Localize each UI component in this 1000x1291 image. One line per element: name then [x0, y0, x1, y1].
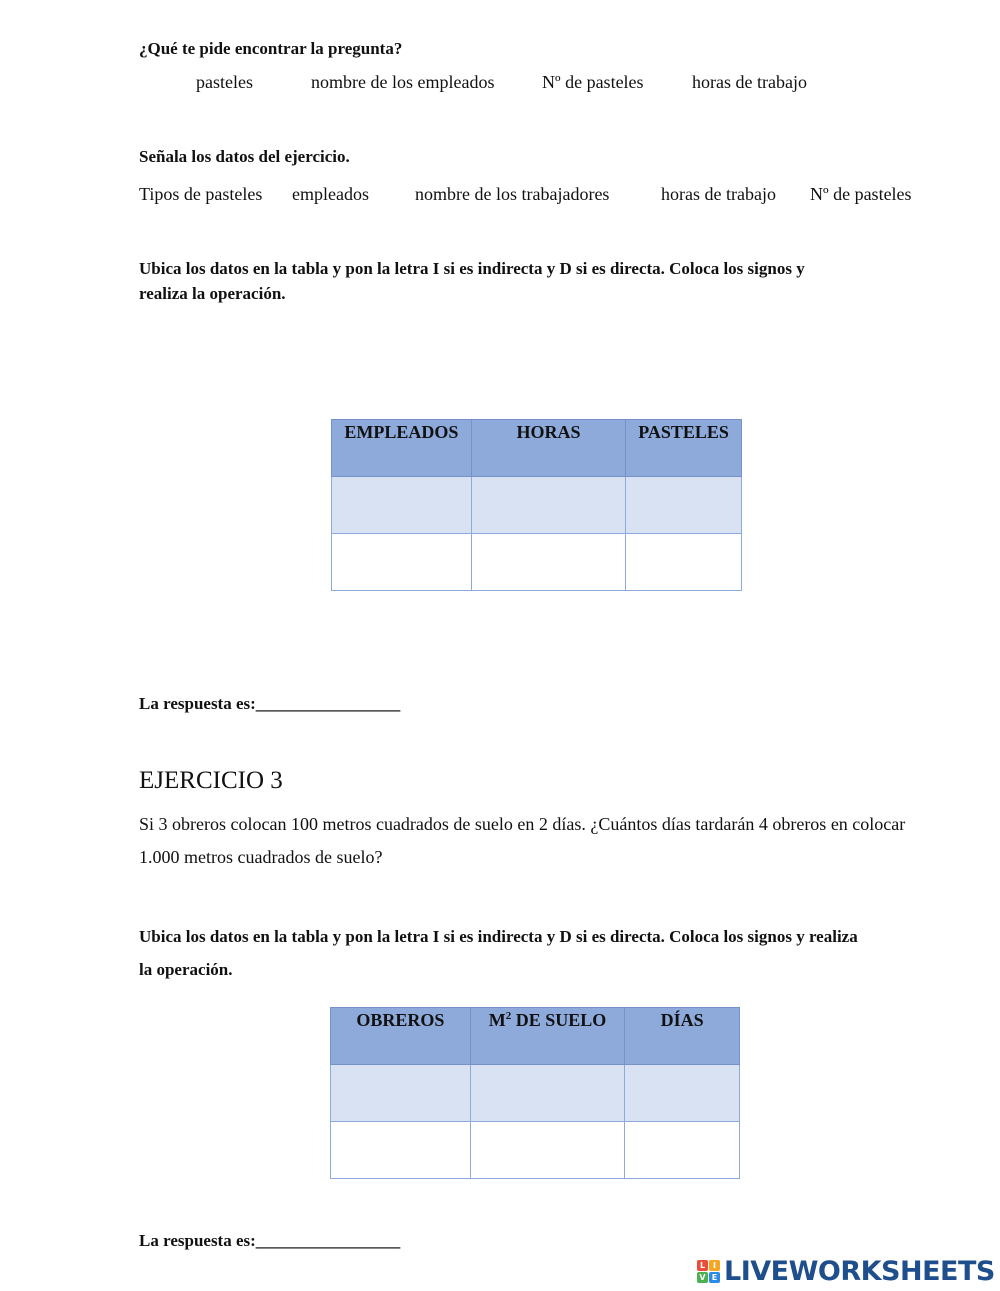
table-empleados-horas-pasteles — [331, 419, 742, 591]
instruction2-line-1: Ubica los datos en la tabla y pon la letra I si es indirecta y D si es directa. Coloca los signos y realiza — [139, 927, 858, 946]
option-tipos-pasteles[interactable]: Tipos de pasteles — [139, 184, 263, 204]
exercise-heading: EJERCICIO 3 — [139, 767, 283, 794]
option-numero-de-pasteles[interactable]: Nº de pasteles — [810, 184, 912, 204]
header-pasteles: PASTELES — [626, 420, 742, 477]
option-pasteles[interactable]: pasteles — [196, 72, 253, 92]
header-empleados: EMPLEADOS — [332, 420, 472, 477]
header-m: M — [488, 1010, 506, 1030]
option-numero-pasteles[interactable]: Nº de pasteles — [542, 72, 644, 92]
table2-cell-r1-c2[interactable] — [470, 1065, 625, 1122]
table2-cell-r1-c1[interactable] — [331, 1065, 471, 1122]
instruction2-line-2: la operación. — [139, 960, 233, 979]
logo-tile-e: E — [709, 1272, 720, 1283]
header-dias: DÍAS — [625, 1008, 740, 1065]
option-nombre-trabajadores[interactable]: nombre de los trabajadores — [415, 184, 610, 204]
logo-tiles-icon — [697, 1260, 720, 1283]
question-what-to-find: ¿Qué te pide encontrar la pregunta? — [139, 39, 403, 58]
liveworksheets-logo — [697, 1256, 995, 1286]
problem-line-2: 1.000 metros cuadrados de suelo? — [139, 847, 383, 867]
table2-cell-r2-c3[interactable] — [625, 1122, 740, 1179]
answer-line-2[interactable]: La respuesta es:_________________ — [139, 1231, 401, 1250]
header-horas: HORAS — [471, 420, 625, 477]
instruction-line-2: realiza la operación. — [139, 284, 286, 303]
instruction-line-1: Ubica los datos en la tabla y pon la letra I si es indirecta y D si es directa. Coloca los signos y — [139, 259, 805, 278]
table2-cell-r2-c1[interactable] — [331, 1122, 471, 1179]
option-empleados[interactable]: empleados — [292, 184, 369, 204]
logo-tile-l: L — [697, 1260, 708, 1271]
problem-line-1: Si 3 obreros colocan 100 metros cuadrados de suelo en 2 días. ¿Cuántos días tardarán 4 obreros en colocar — [139, 814, 906, 834]
table2-cell-r1-c3[interactable] — [625, 1065, 740, 1122]
answer-line-1[interactable]: La respuesta es:_________________ — [139, 694, 401, 713]
header-m2-suelo — [470, 1008, 625, 1065]
table1-cell-r1-c3[interactable] — [626, 477, 742, 534]
logo-tile-i: I — [709, 1260, 720, 1271]
logo-text: LIVEWORKSHEETS — [724, 1255, 995, 1287]
table1-cell-r1-c2[interactable] — [471, 477, 625, 534]
table1-cell-r2-c3[interactable] — [626, 534, 742, 591]
header-obreros: OBREROS — [331, 1008, 471, 1065]
option-horas-de-trabajo[interactable]: horas de trabajo — [661, 184, 776, 204]
table-obreros-suelo-dias — [330, 1007, 740, 1179]
table1-cell-r2-c1[interactable] — [332, 534, 472, 591]
option-nombre-empleados[interactable]: nombre de los empleados — [311, 72, 495, 92]
table1-cell-r1-c1[interactable] — [332, 477, 472, 534]
table1-cell-r2-c2[interactable] — [471, 534, 625, 591]
header-m-superscript: 2 — [505, 1010, 512, 1022]
header-suelo: DE SUELO — [511, 1010, 607, 1030]
option-horas-trabajo[interactable]: horas de trabajo — [692, 72, 807, 92]
table2-cell-r2-c2[interactable] — [470, 1122, 625, 1179]
logo-tile-v: V — [697, 1272, 708, 1283]
question-select-data: Señala los datos del ejercicio. — [139, 147, 350, 166]
